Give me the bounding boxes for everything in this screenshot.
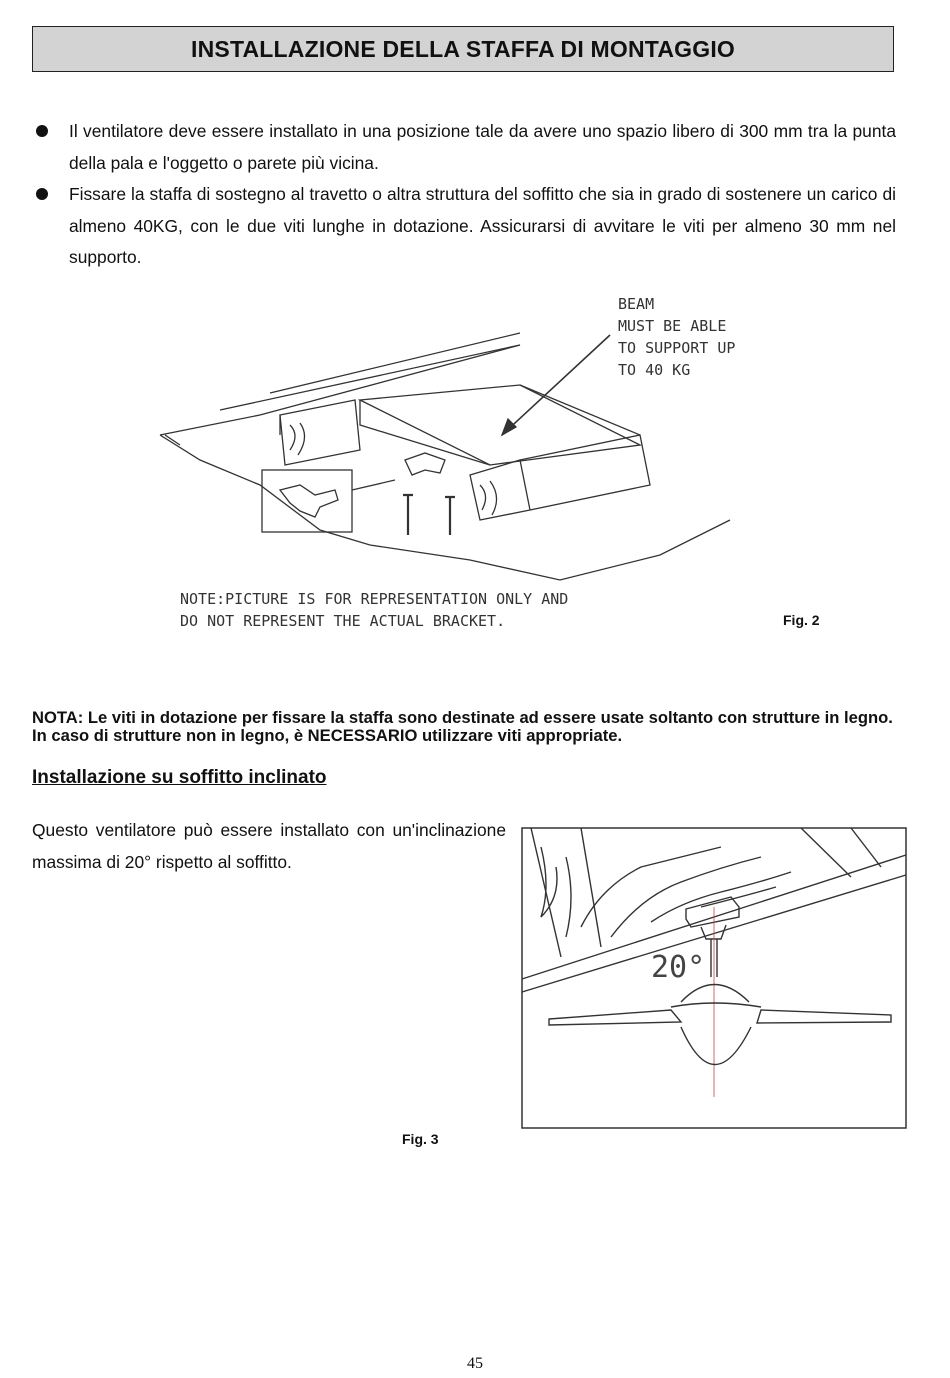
beam-label-line: TO SUPPORT UP (618, 339, 736, 357)
figure-2-illustration (140, 285, 780, 645)
beam-label-line: MUST BE ABLE (618, 317, 727, 335)
section-heading: Installazione su soffitto inclinato (32, 767, 327, 788)
section-paragraph: Questo ventilatore può essere installato con un'inclinazione massima di 20° rispetto al soffitto. (32, 820, 506, 872)
beam-label-line: BEAM (618, 295, 655, 313)
figure-3-illustration (521, 827, 907, 1129)
page-number: 45 (467, 1355, 483, 1372)
figure-2-caption: Fig. 2 (783, 612, 820, 628)
bullet-icon (36, 125, 48, 137)
bullet-icon (36, 188, 48, 200)
beam-label-line: TO 40 KG (618, 361, 691, 379)
figure-note-line: NOTE:PICTURE IS FOR REPRESENTATION ONLY AND (180, 590, 569, 608)
list-item (32, 116, 896, 179)
note-paragraph: NOTA: Le viti in dotazione per fissare la staffa sono destinate ad essere usate soltanto con strutture in legno. In caso di strutture non in legno, è NECESSARIO utilizzare viti appropriate. (32, 708, 893, 745)
figure-3-caption: Fig. 3 (402, 1131, 439, 1147)
bullet-text: Il ventilatore deve essere installato in una posizione tale da avere uno spazio libero di 300 mm tra la punta della pala e l'oggetto o parete più vicina. (69, 121, 896, 173)
page-title: INSTALLAZIONE DELLA STAFFA DI MONTAGGIO (32, 26, 894, 72)
angle-label: 20° (651, 950, 706, 985)
bullet-text: Fissare la staffa di sostegno al travetto o altra struttura del soffitto che sia in grado di sostenere un carico di almeno 40KG, con le due viti lunghe in dotazione. Assicurarsi di avvitare le viti per almeno 30 mm nel supporto. (69, 184, 896, 267)
bullet-list (32, 116, 896, 274)
list-item (32, 179, 896, 274)
figure-note-line: DO NOT REPRESENT THE ACTUAL BRACKET. (180, 612, 506, 630)
